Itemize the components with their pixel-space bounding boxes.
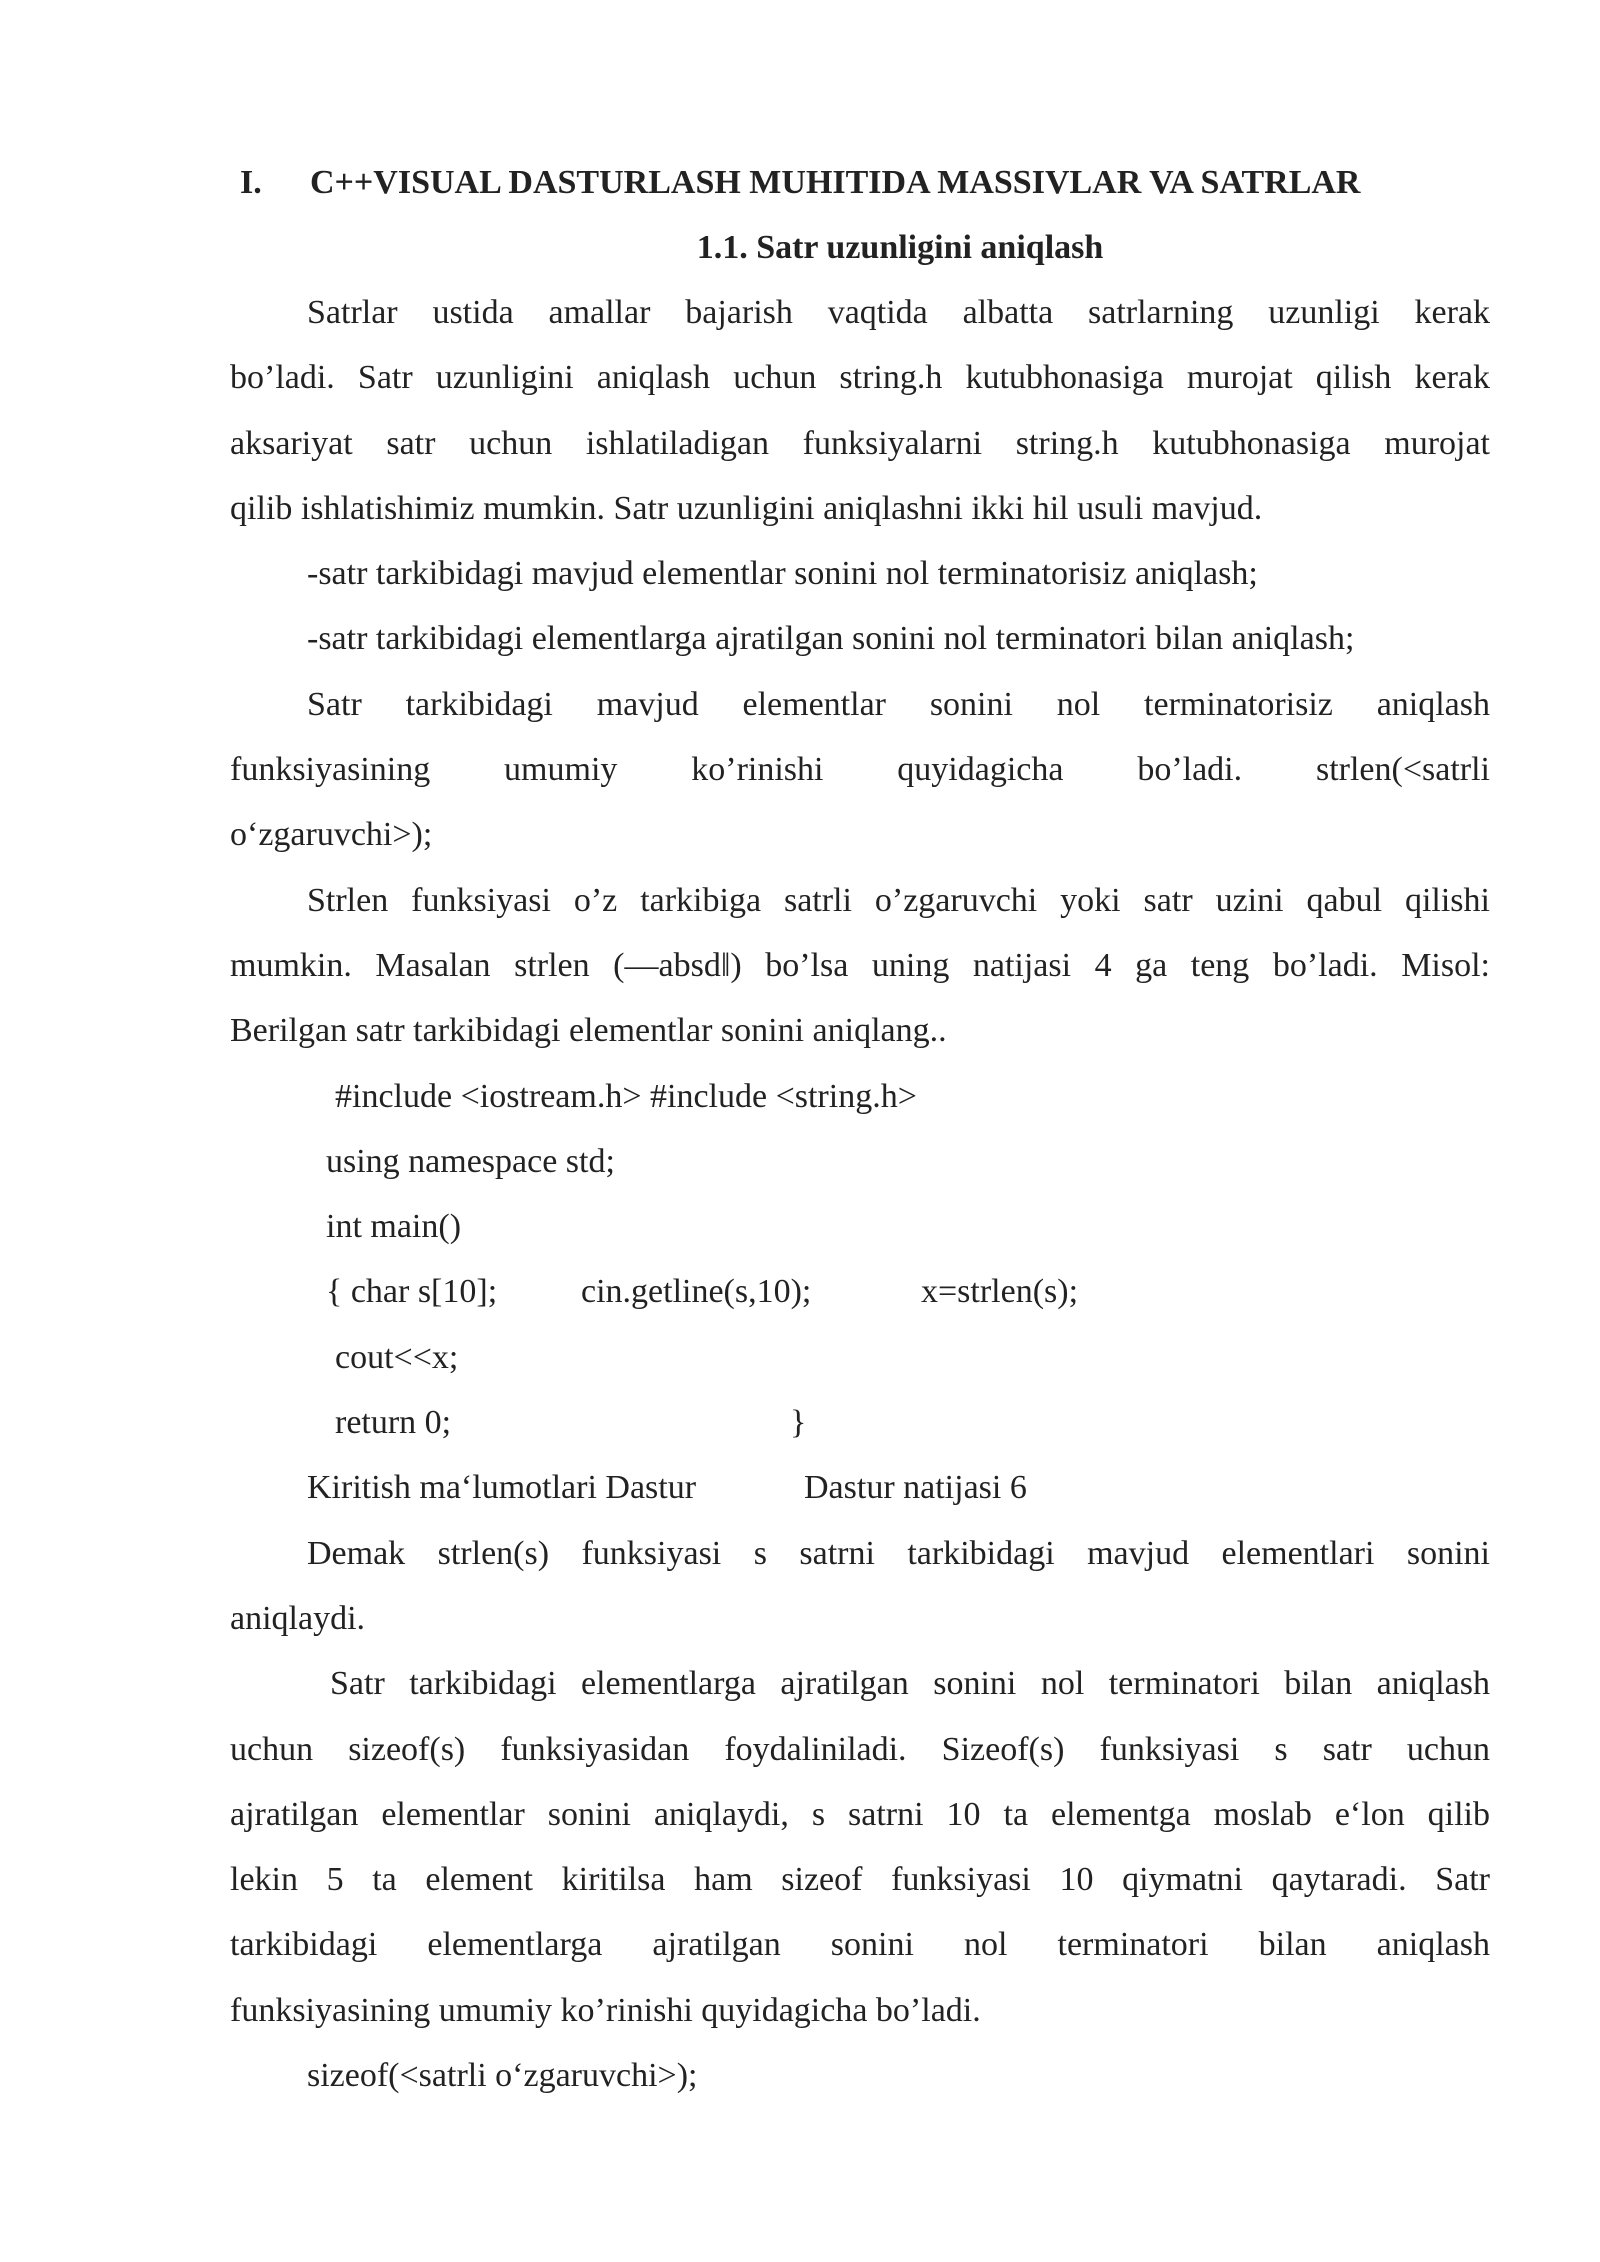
code-line: int main() <box>326 1208 462 1246</box>
text-line: o‘zgaruvchi>); <box>230 816 433 854</box>
code-line <box>230 1390 1490 1455</box>
code-line: using namespace std; <box>326 1142 615 1180</box>
paragraph-sizeof <box>230 1651 1490 2043</box>
text-line: bo’ladi. Satr uzunligini aniqlash uchun string.h kutubhonasiga murojat qilish kerak <box>230 359 1490 397</box>
text-line: tarkibidagi elementlarga ajratilgan sonini nol terminatori bilan aniqlash <box>230 1926 1490 1964</box>
text-line: lekin 5 ta element kiritilsa ham sizeof funksiyasi 10 qiymatni qaytaradi. Satr <box>230 1861 1490 1899</box>
paragraph-strlen-example <box>230 868 1490 1064</box>
output-label: Dastur natijasi 6 <box>804 1469 1027 1507</box>
method-list <box>230 541 1490 672</box>
code-segment: x=strlen(s); <box>921 1273 1079 1311</box>
section-heading: 1.1. Satr uzunligini aniqlash <box>696 229 1104 266</box>
paragraph-strlen-syntax <box>230 672 1490 868</box>
list-item: -satr tarkibidagi mavjud elementlar sonini nol terminatorisiz aniqlash; <box>307 555 1258 593</box>
chapter-heading <box>230 150 1490 215</box>
text-line: funksiyasining umumiy ko’rinishi quyidagicha bo’ladi. strlen(<satrli <box>230 751 1490 789</box>
text-line: uchun sizeof(s) funksiyasidan foydaliniladi. Sizeof(s) funksiyasi s satr uchun <box>230 1730 1490 1768</box>
code-line: cout<<x; <box>335 1338 459 1376</box>
code-listing <box>230 1064 1490 1456</box>
text-line: Demak strlen(s) funksiyasi s satrni tarkibidagi mavjud elementlari sonini <box>307 1534 1490 1572</box>
text-line: qilib ishlatishimiz mumkin. Satr uzunligini aniqlashni ikki hil usuli mavjud. <box>230 489 1263 527</box>
paragraph-conclusion <box>230 1521 1490 1652</box>
chapter-number: I. <box>240 164 262 201</box>
code-segment: return 0; <box>335 1404 452 1442</box>
code-segment: } <box>790 1404 807 1442</box>
code-segment: cin.getline(s,10); <box>581 1273 812 1311</box>
input-label: Kiritish ma‘lumotlari Dastur <box>307 1469 697 1507</box>
text-line: ajratilgan elementlar sonini aniqlaydi, s satrni 10 ta elementga moslab e‘lon qilib <box>230 1795 1490 1833</box>
list-item: -satr tarkibidagi elementlarga ajratilgan sonini nol terminatori bilan aniqlash; <box>307 620 1355 658</box>
text-line: funksiyasining umumiy ko’rinishi quyidagicha bo’ladi. <box>230 1991 981 2029</box>
text-line: Berilgan satr tarkibidagi elementlar sonini aniqlang.. <box>230 1012 947 1050</box>
text-line: mumkin. Masalan strlen (―absd‖) bo’lsa uning natijasi 4 ga teng bo’ladi. Misol: <box>230 946 1490 984</box>
text-line: Strlen funksiyasi o’z tarkibiga satrli o’zgaruvchi yoki satr uzini qabul qilishi <box>307 881 1490 919</box>
text-line: Satr tarkibidagi elementlarga ajratilgan sonini nol terminatori bilan aniqlash <box>330 1665 1490 1703</box>
code-line: #include <iostream.h> #include <string.h> <box>335 1077 917 1115</box>
text-line: Satrlar ustida amallar bajarish vaqtida albatta satrlarning uzunligi kerak <box>307 294 1490 331</box>
document-page <box>230 150 1490 2108</box>
code-segment: { char s[10]; <box>326 1273 498 1311</box>
text-line: aksariyat satr uchun ishlatiladigan funksiyalarni string.h kutubhonasiga murojat <box>230 424 1490 462</box>
chapter-title: C++VISUAL DASTURLASH MUHITIDA MASSIVLAR VA SATRLAR <box>310 164 1361 201</box>
paragraph-intro <box>230 280 1490 541</box>
sizeof-syntax: sizeof(<satrli o‘zgaruvchi>); <box>307 2057 698 2095</box>
program-io-line <box>230 1455 1490 1520</box>
code-line <box>230 1259 1490 1324</box>
text-line: Satr tarkibidagi mavjud elementlar sonini nol terminatorisiz aniqlash <box>307 685 1490 723</box>
text-line: aniqlaydi. <box>230 1599 366 1637</box>
